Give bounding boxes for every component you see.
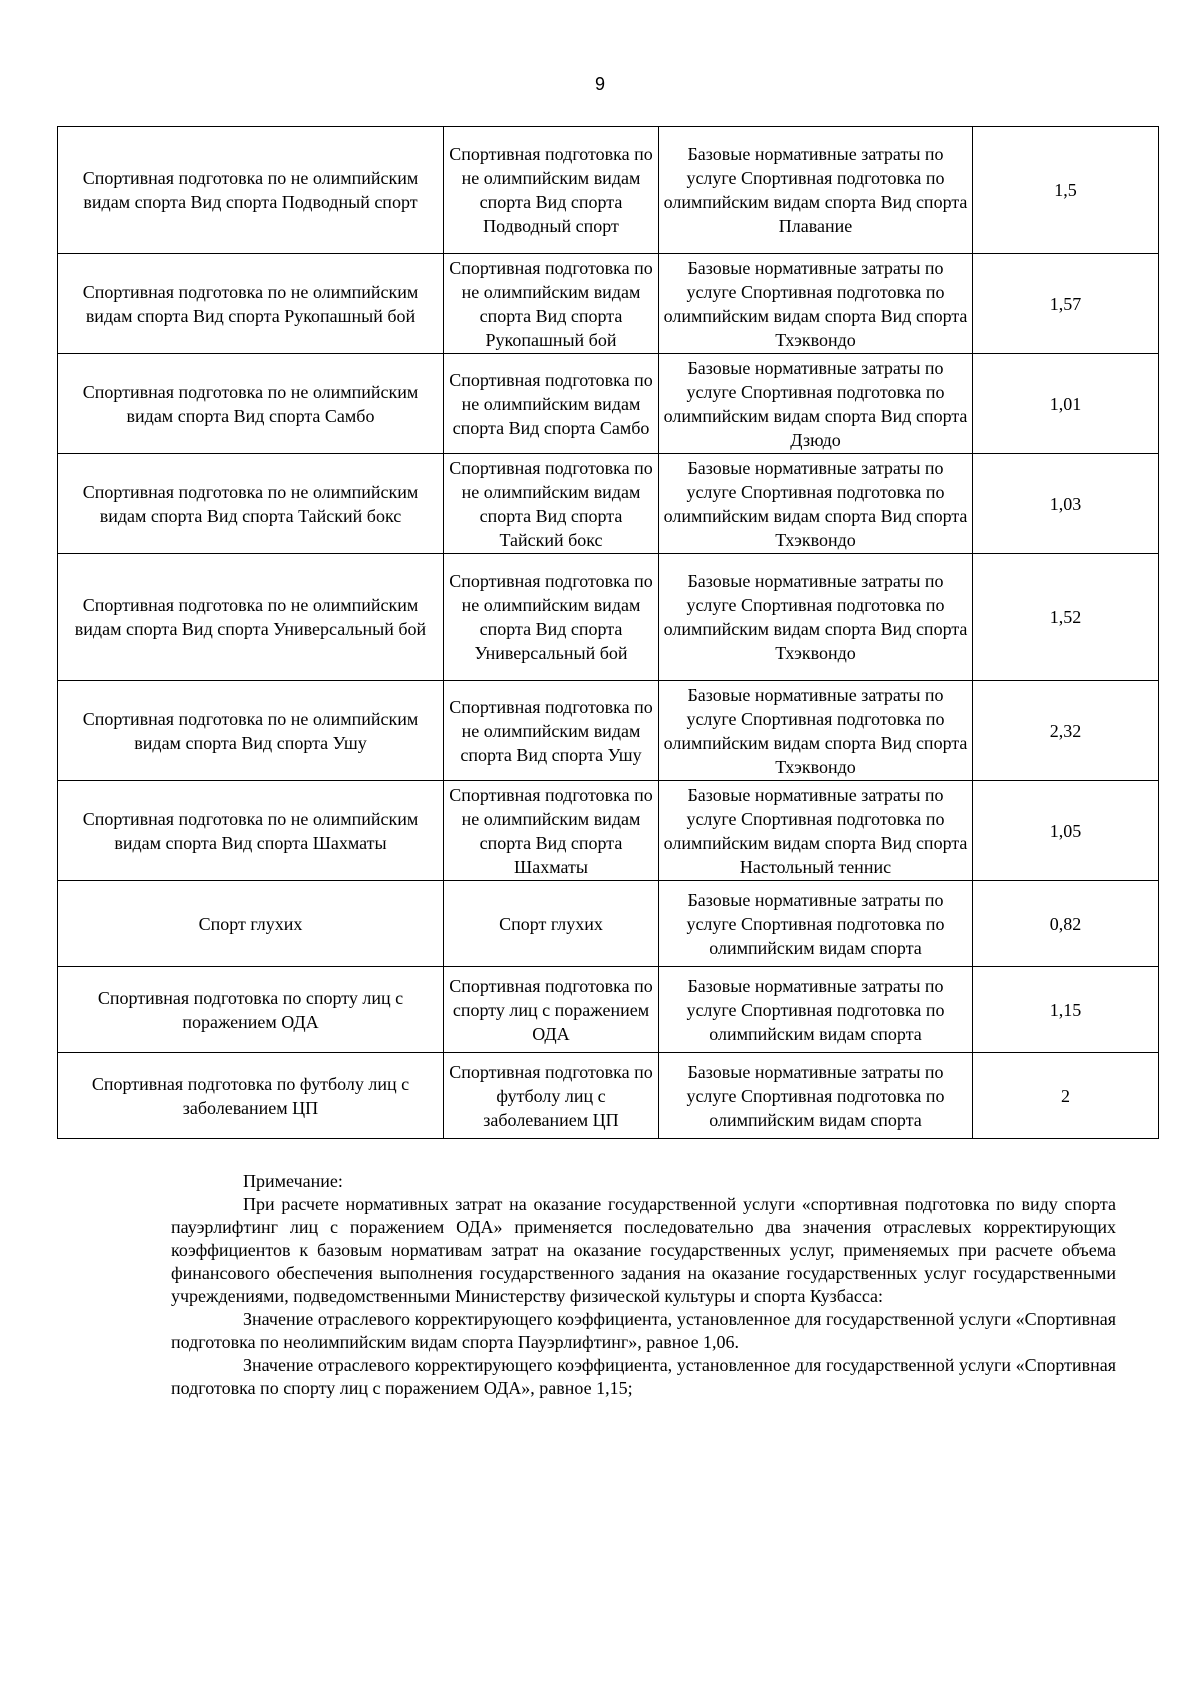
service-short-cell: Спортивная подготовка по не олимпийским видам спорта Вид спорта Ушу [444, 681, 659, 781]
service-short-cell: Спортивная подготовка по не олимпийским видам спорта Вид спорта Тайский бокс [444, 454, 659, 554]
table-row [58, 554, 1159, 681]
base-cost-cell: Базовые нормативные затраты по услуге Спортивная подготовка по олимпийским видам спорта Вид спорта Тхэквондо [659, 454, 973, 554]
base-cost-cell: Базовые нормативные затраты по услуге Спортивная подготовка по олимпийским видам спорта Вид спорта Дзюдо [659, 354, 973, 454]
coefficient-cell: 2,32 [973, 681, 1159, 781]
note-paragraph: При расчете нормативных затрат на оказание государственной услуги «спортивная подготовка по виду спорта пауэрлифтинг лиц с поражением ОДА» применяется последовательно два значения отраслевых корректирующих коэффициентов к базовым нормативам затрат на оказание государственных услуг, применяемых при расчете объема финансового обеспечения выполнения государственного задания на оказание государственных услуг государственными учреждениями, подведомственными Министерству физической культуры и спорта Кузбасса: [171, 1194, 1116, 1306]
base-cost-cell: Базовые нормативные затраты по услуге Спортивная подготовка по олимпийским видам спорта Вид спорта Тхэквондо [659, 554, 973, 681]
service-short-cell: Спортивная подготовка по спорту лиц с поражением ОДА [444, 967, 659, 1053]
table-row [58, 127, 1159, 254]
service-short-cell: Спортивная подготовка по не олимпийским видам спорта Вид спорта Шахматы [444, 781, 659, 881]
service-name-cell: Спортивная подготовка по не олимпийским видам спорта Вид спорта Универсальный бой [58, 554, 444, 681]
coefficient-cell: 1,03 [973, 454, 1159, 554]
service-short-cell: Спортивная подготовка по футболу лиц с заболеванием ЦП [444, 1053, 659, 1139]
base-cost-cell: Базовые нормативные затраты по услуге Спортивная подготовка по олимпийским видам спорта [659, 881, 973, 967]
coefficient-cell: 1,05 [973, 781, 1159, 881]
note-section [171, 1170, 1116, 1400]
service-name-cell: Спортивная подготовка по не олимпийским видам спорта Вид спорта Тайский бокс [58, 454, 444, 554]
coefficient-cell: 2 [973, 1053, 1159, 1139]
table-row [58, 254, 1159, 354]
base-cost-cell: Базовые нормативные затраты по услуге Спортивная подготовка по олимпийским видам спорта [659, 1053, 973, 1139]
table-row [58, 454, 1159, 554]
service-name-cell: Спортивная подготовка по футболу лиц с заболеванием ЦП [58, 1053, 444, 1139]
service-short-cell: Спортивная подготовка по не олимпийским видам спорта Вид спорта Универсальный бой [444, 554, 659, 681]
note-paragraph: Значение отраслевого корректирующего коэффициента, установленное для государственной услуги «Спортивная подготовка по неолимпийским видам спорта Пауэрлифтинг», равное 1,06. [171, 1309, 1116, 1352]
service-name-cell: Спортивная подготовка по не олимпийским видам спорта Вид спорта Подводный спорт [58, 127, 444, 254]
service-short-cell: Спорт глухих [444, 881, 659, 967]
base-cost-cell: Базовые нормативные затраты по услуге Спортивная подготовка по олимпийским видам спорта Вид спорта Плавание [659, 127, 973, 254]
service-name-cell: Спорт глухих [58, 881, 444, 967]
coefficients-table [57, 126, 1159, 1139]
service-short-cell: Спортивная подготовка по не олимпийским видам спорта Вид спорта Самбо [444, 354, 659, 454]
base-cost-cell: Базовые нормативные затраты по услуге Спортивная подготовка по олимпийским видам спорта Вид спорта Тхэквондо [659, 681, 973, 781]
service-name-cell: Спортивная подготовка по спорту лиц с поражением ОДА [58, 967, 444, 1053]
service-short-cell: Спортивная подготовка по не олимпийским видам спорта Вид спорта Рукопашный бой [444, 254, 659, 354]
page-number: 9 [594, 74, 605, 94]
coefficient-cell: 1,5 [973, 127, 1159, 254]
table-row [58, 354, 1159, 454]
service-name-cell: Спортивная подготовка по не олимпийским видам спорта Вид спорта Самбо [58, 354, 444, 454]
base-cost-cell: Базовые нормативные затраты по услуге Спортивная подготовка по олимпийским видам спорта Вид спорта Настольный теннис [659, 781, 973, 881]
service-name-cell: Спортивная подготовка по не олимпийским видам спорта Вид спорта Шахматы [58, 781, 444, 881]
coefficient-cell: 1,15 [973, 967, 1159, 1053]
base-cost-cell: Базовые нормативные затраты по услуге Спортивная подготовка по олимпийским видам спорта [659, 967, 973, 1053]
coefficient-cell: 0,82 [973, 881, 1159, 967]
note-title: Примечание: [243, 1171, 343, 1191]
service-name-cell: Спортивная подготовка по не олимпийским видам спорта Вид спорта Ушу [58, 681, 444, 781]
coefficient-cell: 1,57 [973, 254, 1159, 354]
table-row [58, 681, 1159, 781]
coefficient-cell: 1,52 [973, 554, 1159, 681]
service-name-cell: Спортивная подготовка по не олимпийским видам спорта Вид спорта Рукопашный бой [58, 254, 444, 354]
coefficient-cell: 1,01 [973, 354, 1159, 454]
table-row [58, 881, 1159, 967]
table-row [58, 967, 1159, 1053]
table-row [58, 1053, 1159, 1139]
table-row [58, 781, 1159, 881]
service-short-cell: Спортивная подготовка по не олимпийским видам спорта Вид спорта Подводный спорт [444, 127, 659, 254]
base-cost-cell: Базовые нормативные затраты по услуге Спортивная подготовка по олимпийским видам спорта Вид спорта Тхэквондо [659, 254, 973, 354]
note-paragraph: Значение отраслевого корректирующего коэффициента, установленное для государственной услуги «Спортивная подготовка по спорту лиц с поражением ОДА», равное 1,15; [171, 1355, 1116, 1398]
